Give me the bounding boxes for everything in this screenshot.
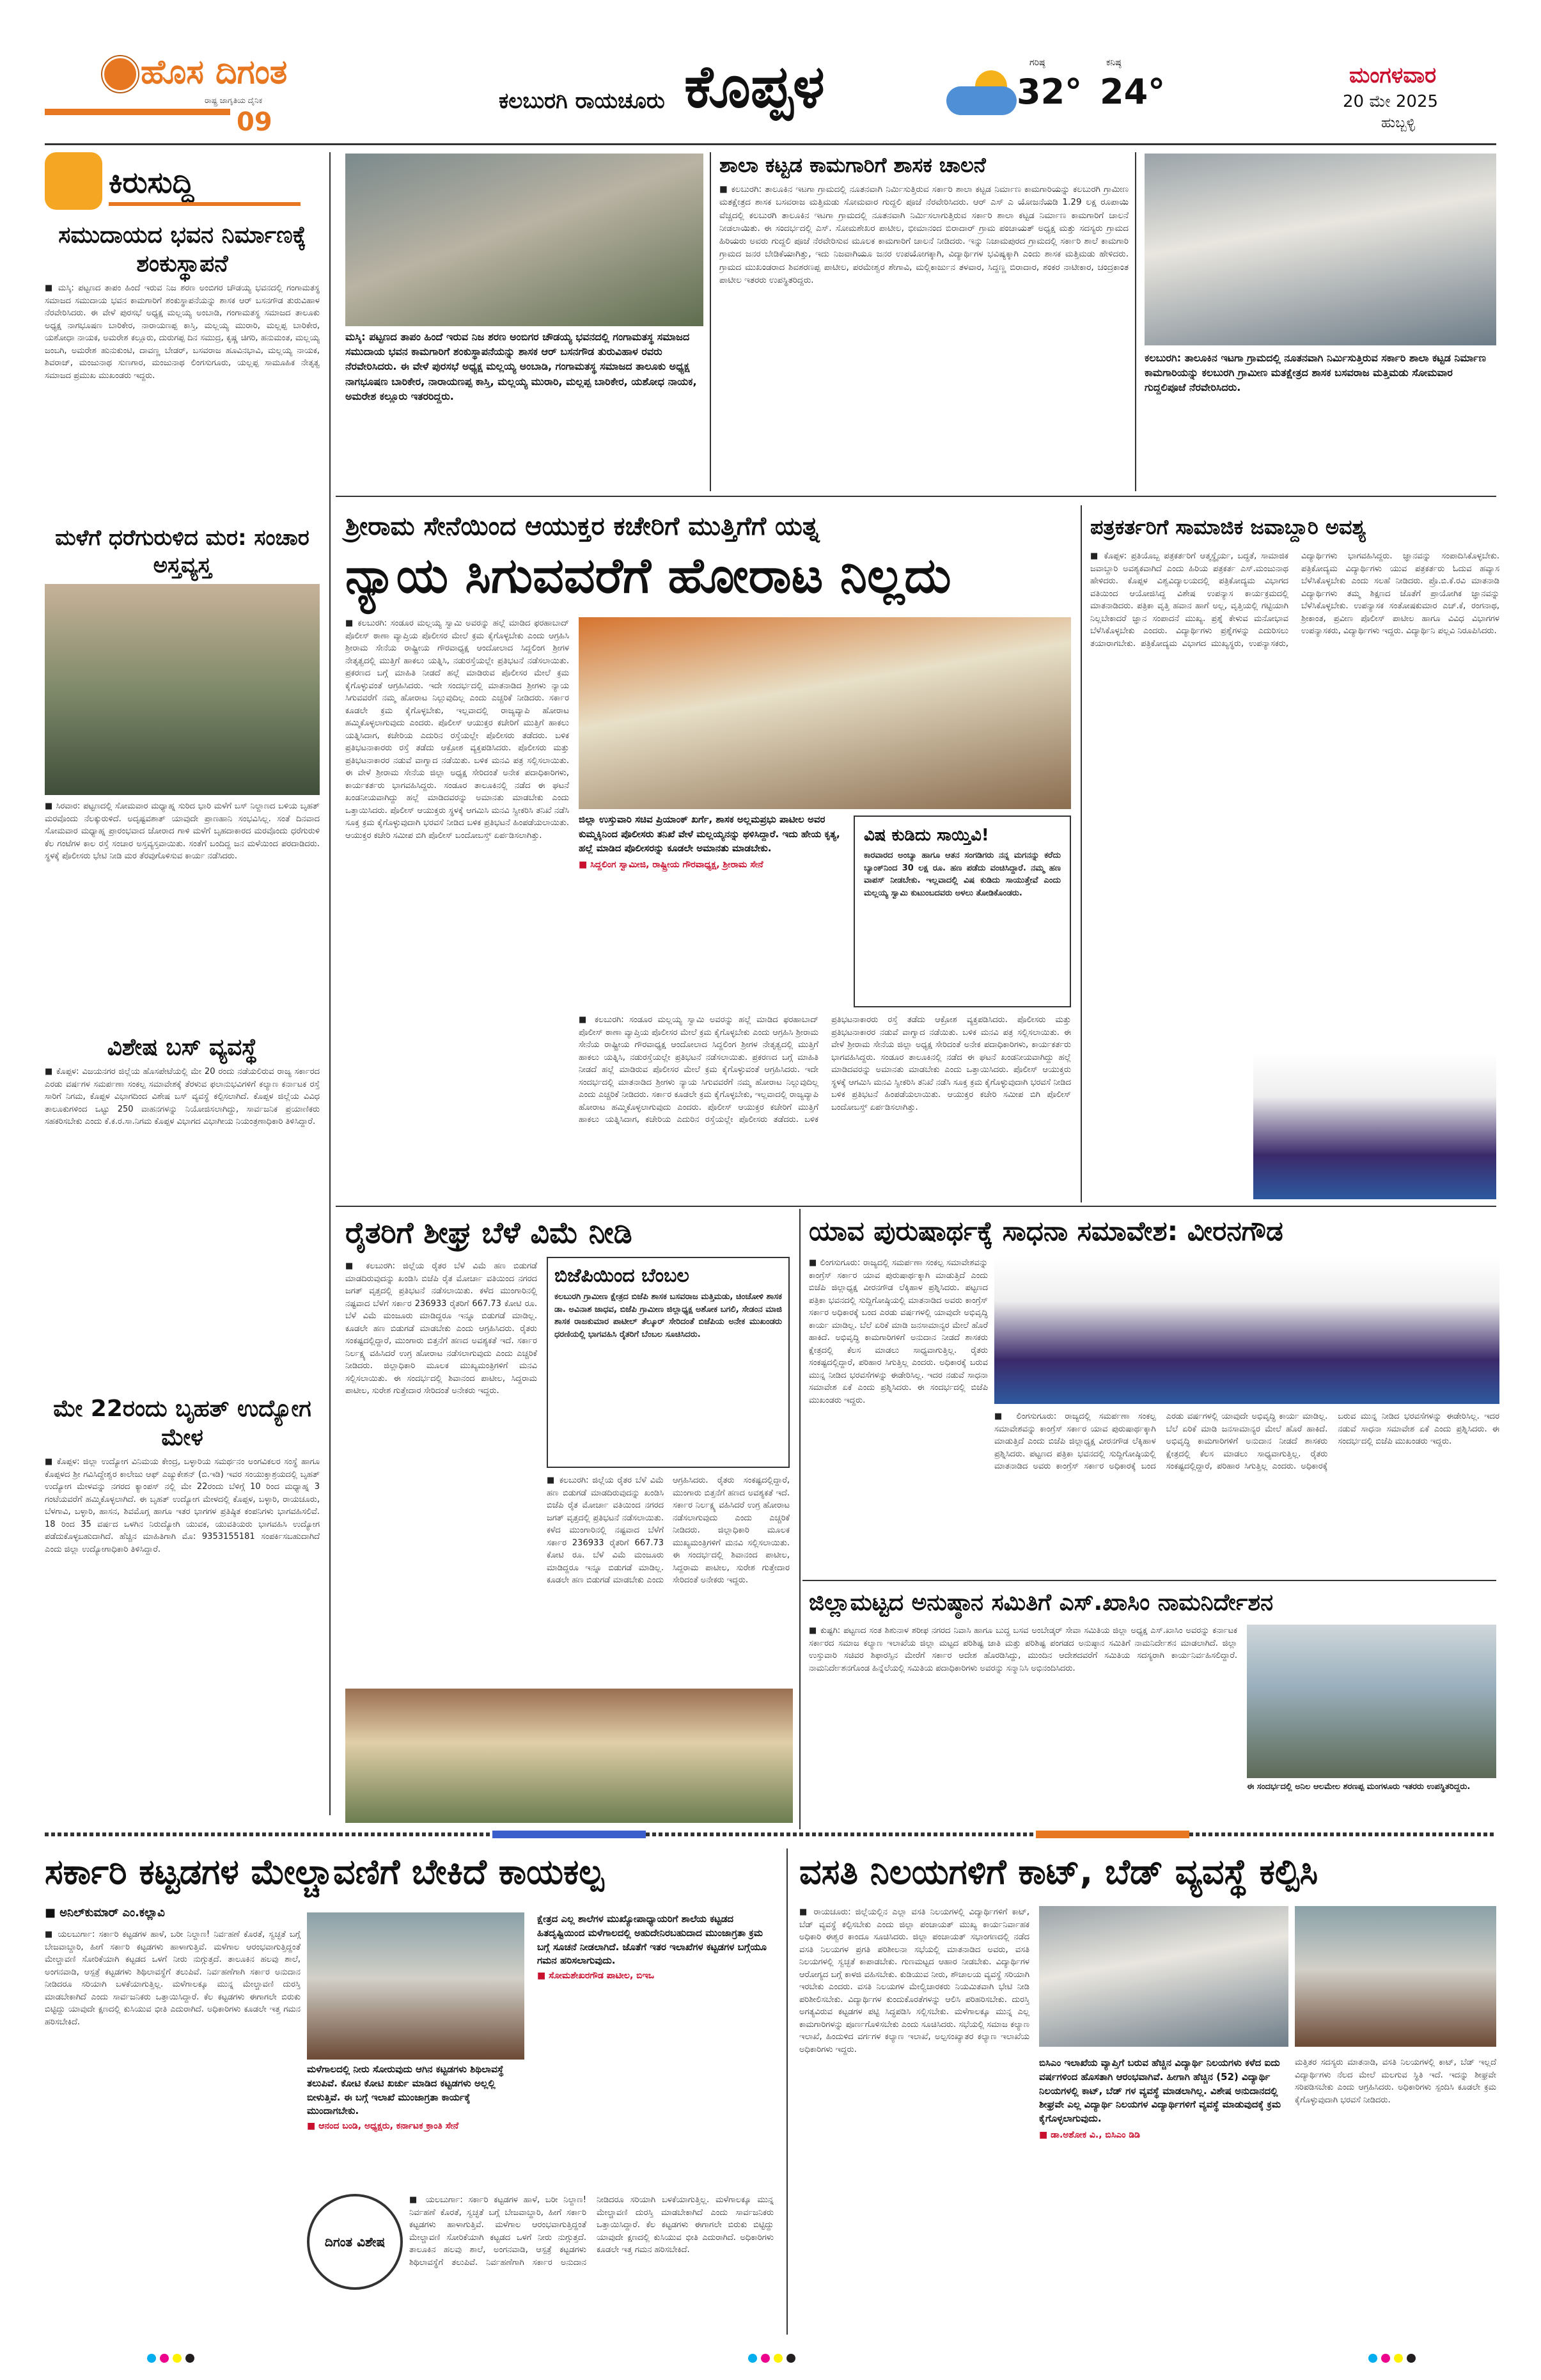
lead-kicker: ಶ್ರೀರಾಮ ಸೇನೆಯಿಂದ ಆಯುಕ್ತರ ಕಚೇರಿಗೆ ಮುತ್ತಿಗೆಗೆ ಯತ್ನ — [345, 512, 820, 541]
bjp-box — [547, 1257, 790, 1468]
print-marks-left — [147, 2354, 194, 2363]
logo-block — [45, 45, 313, 141]
press-title: ಪತ್ರಕರ್ತರಿಗೆ ಸಾಮಾಜಿಕ ಜವಾಬ್ದಾರಿ ಅವಶ್ಯ — [1090, 515, 1366, 539]
pull-text: ಬಿಸಿಎಂ ಇಲಾಖೆಯ ವ್ಯಾಪ್ತಿಗೆ ಬರುವ ಹೆಚ್ಚಿನ ವಿದ್ಯಾರ್ಥಿ ನಿಲಯಗಳು ಕಳೆದ ಐದು ವರ್ಷಗಳಿಂದ ಹೊಸತಾಗಿ ಆರಂಭವಾಗಿವೆ. ಹೀಗಾಗಿ ಹೆಚ್ಚಿನ (52) ವಿದ್ಯಾರ್ಥಿ ನಿಲಯಗಳಲ್ಲಿ ಕಾಟ್, ಬೆಡ್ ಗಳ ವ್ಯವಸ್ಥೆ ಮಾಡಲಾಗಿಲ್ಲ. ವಿಶೇಷ ಅನುದಾನದಲ್ಲಿ ಶೀಘ್ರವೇ ಎಲ್ಲ ವಿದ್ಯಾರ್ಥಿ ನಿಲಯಗಳ ವಿದ್ಯಾರ್ಥಿಗಳಿಗೆ ವ್ಯವಸ್ಥೆ ಮಾಡುವುದಕ್ಕೆ ಕ್ರಮ ಕೈಗೊಳ್ಳಲಾಗುವುದು. — [1039, 2057, 1281, 2124]
bjp-box-body: ಕಲಬುರಗಿ ಗ್ರಾಮೀಣ ಕ್ಷೇತ್ರದ ಬಿಜೆಪಿ ಶಾಸಕ ಬಸವರಾಜ ಮತ್ತಿಮಡು, ಚಿಂಚೋಳಿ ಶಾಸಕ ಡಾ. ಅವಿನಾಶ ಜಾಧವ, ಬಿಜೆಪಿ ಗ್ರಾಮೀಣ ಜಿಲ್ಲಾಧ್ಯಕ್ಷ ಅಶೋಕ ಬಗಲಿ, ಸೇಡಂನ ಮಾಜಿ ಶಾಸಕ ರಾಜಕುಮಾರ ಪಾಟೀಲ್ ತೆಲ್ಕೂರ್ ಸೇರಿದಂತೆ ಬಿಜೆಪಿಯ ಅನೇಕ ಮುಖಂಡರು ಧರಣಿಯಲ್ಲಿ ಭಾಗವಹಿಸಿ ರೈತರಿಗೆ ಬೆಂಬಲ ಸೂಚಿಸಿದರು. — [554, 1292, 782, 1339]
roof-byline: ■ ಅನಿಲ್‌ಕುಮಾರ್ ಎಂ.ಕಲ್ಲಾವಿ — [45, 1906, 165, 1919]
temp-min: 24° — [1100, 72, 1166, 112]
header-date: 20 ಮೇ 2025 — [1343, 92, 1439, 111]
hostel-photo-2 — [1295, 1906, 1496, 2047]
samavesha-body-2: ■ ಲಿಂಗಸುಗೂರು: ರಾಜ್ಯದಲ್ಲಿ ಸಮರ್ಪಣಾ ಸಂಕಲ್ಪ ಸಮಾವೇಶವನ್ನು ಕಾಂಗ್ರೆಸ್ ಸರ್ಕಾರ ಯಾವ ಪುರುಷಾರ್ಥಕ್ಕಾಗಿ ಮಾಡುತ್ತಿದೆ ಎಂದು ಬಿಜೆಪಿ ಜಿಲ್ಲಾಧ್ಯಕ್ಷ ವೀರನಗೌಡ ಲೆಕ್ಕಿಹಾಳ ಪ್ರಶ್ನಿಸಿದರು. ಪಟ್ಟಣದ ಪತ್ರಿಕಾ ಭವನದಲ್ಲಿ ಸುದ್ದಿಗೋಷ್ಠಿಯಲ್ಲಿ ಮಾತನಾಡಿದ ಅವರು ಕಾಂಗ್ರೆಸ್ ಸರ್ಕಾರ ಅಧಿಕಾರಕ್ಕೆ ಬಂದ ಎರಡು ವರ್ಷಗಳಲ್ಲಿ ಯಾವುದೇ ಅಭಿವೃದ್ಧಿ ಕಾರ್ಯ ಮಾಡಿಲ್ಲ. ಬೆಲೆ ಏರಿಕೆ ಮಾಡಿ ಜನಸಾಮಾನ್ಯರ ಮೇಲೆ ಹೊರೆ ಹಾಕಿದೆ. ಅಭಿವೃದ್ಧಿ ಕಾಮಗಾರಿಗಳಿಗೆ ಅನುದಾನ ನೀಡದೆ ಶಾಸಕರು ಕ್ಷೇತ್ರದಲ್ಲಿ ಕೆಲಸ ಮಾಡಲು ಸಾಧ್ಯವಾಗುತ್ತಿಲ್ಲ. ರೈತರು ಸಂಕಷ್ಟದಲ್ಲಿದ್ದಾರೆ, ಪರಿಹಾರ ಸಿಗುತ್ತಿಲ್ಲ ಎಂದರು. ಅಧಿಕಾರಕ್ಕೆ ಬರುವ ಮುನ್ನ ನೀಡಿದ ಭರವಸೆಗಳನ್ನು ಈಡೇರಿಸಿಲ್ಲ. ಇದರ ನಡುವೆ ಸಾಧನಾ ಸಮಾವೇಶ ಏಕೆ ಎಂದು ಪ್ರಶ್ನಿಸಿದರು. ಈ ಸಂದರ್ಭದಲ್ಲಿ ಬಿಜೆಪಿ ಮುಖಂಡರು ಇದ್ದರು. — [994, 1412, 1499, 1471]
pull-byline: ■ ಆನಂದ ಬಂಡಿ, ಅಧ್ಯಕ್ಷರು, ಕರ್ನಾಟಕ ಕ್ರಾಂತಿ ಸೇನೆ — [307, 2121, 459, 2131]
hostel-title: ವಸತಿ ನಿಲಯಗಳಿಗೆ ಕಾಟ್, ಬೆಡ್ ವ್ಯವಸ್ಥೆ ಕಲ್ಪಿಸಿ — [799, 1852, 1318, 1892]
brief-body: ■ ಮಸ್ಕಿ: ಪಟ್ಟಣದ ತಾಪಂ ಹಿಂದೆ ಇರುವ ನಿಜ ಶರಣ ಅಂಬಿಗರ ಚೌಡಯ್ಯ ಭವನದಲ್ಲಿ ಗಂಗಾಮತಸ್ಥ ಸಮಾಜದ ಸಮುದಾಯ ಭವನ ಕಾಮಗಾರಿಗೆ ಶಂಕುಸ್ಥಾಪನೆಯನ್ನು ಶಾಸಕ ಆರ್ ಬಸನಗೌಡ ತುರುವಿಹಾಳ ನೆರವೇರಿಸಿದರು. ಈ ವೇಳೆ ಪುರಸಭೆ ಅಧ್ಯಕ್ಷ ಮಲ್ಲಯ್ಯ ಅಂಬಾಡಿ, ಗಂಗಾಮತಸ್ಥ ಸಮಾಜದ ತಾಲೂಕು ಅಧ್ಯಕ್ಷ ನಾಗಭೂಷಣ ಬಾರಿಕೇರ, ನಾರಾಯಣಪ್ಪ ಕಾಸ್ತಿ, ಮಲ್ಲಯ್ಯ ಮುರಾರಿ, ಮಲ್ಲಪ್ಪ ಬಾರಿಕೇರ, ಯಶೋಧಾ ನಾಯಕ, ಅಮರೇಶ ಕಲ್ಲೂರು, ದುರುಗಪ್ಪ ದಿನ ಸಮುದ್ರ, ಕೃಷ್ಣ ಚಿಗರಿ, ಹನುಮಂತ, ಮಲ್ಲಯ್ಯ ಜಂಬಗಿ, ಅಮರೇಶ ಹುನುಕುಂಟಿ, ದಾವಣ್ಣ ಬೇಡರ್, ಬಸವರಾಜ ಹೂವಿನಭಾವಿ, ಮಲ್ಲಯ್ಯ ನಾಯಕ, ಶಿವರಾಜ್, ಮಂಜುನಾಥ ಸುಣಗಾರ, ಮಂಜುನಾಥ ಲಿಂಗಸುಗೂರು, ಯಲ್ಲಪ್ಪ ಸಾಮೂಹಿಕ ನೇತೃತ್ವ ಸಮಾಜದ ಪ್ರಮುಖ ಮುಖಂಡರು ಇದ್ದರು. — [45, 283, 320, 381]
hostel-body: ■ ರಾಯಚೂರು: ಜಿಲ್ಲೆಯಲ್ಲಿನ ಎಲ್ಲಾ ವಸತಿ ನಿಲಯಗಳಲ್ಲಿ ವಿದ್ಯಾರ್ಥಿಗಳಿಗೆ ಕಾಟ್, ಬೆಡ್ ವ್ಯವಸ್ಥೆ ಕಲ್ಪಿಸಬೇಕು ಎಂದು ಜಿಲ್ಲಾ ಪಂಚಾಯತ್ ಮುಖ್ಯ ಕಾರ್ಯನಿರ್ವಾಹಕ ಅಧಿಕಾರಿ ಈಶ್ವರ ಕಾಂದೂ ಸೂಚಿಸಿದರು. ಜಿಲ್ಲಾ ಪಂಚಾಯತ್ ಸಭಾಂಗಣದಲ್ಲಿ ನಡೆದ ವಸತಿ ನಿಲಯಗಳ ಪ್ರಗತಿ ಪರಿಶೀಲನಾ ಸಭೆಯಲ್ಲಿ ಮಾತನಾಡಿದ ಅವರು, ವಸತಿ ನಿಲಯಗಳಲ್ಲಿ ಸ್ವಚ್ಛತೆ ಕಾಪಾಡಬೇಕು. ಗುಣಮಟ್ಟದ ಆಹಾರ ನೀಡಬೇಕು. ವಿದ್ಯಾರ್ಥಿಗಳ ಆರೋಗ್ಯದ ಬಗ್ಗೆ ಕಾಳಜಿ ವಹಿಸಬೇಕು. ಕುಡಿಯುವ ನೀರು, ಶೌಚಾಲಯ ವ್ಯವಸ್ಥೆ ಸರಿಯಾಗಿ ಇರಬೇಕು ಎಂದರು. ವಸತಿ ನಿಲಯಗಳ ಮೇಲ್ವಿಚಾರಕರು ನಿಯಮಿತವಾಗಿ ಭೇಟಿ ನೀಡಿ ಪರಿಶೀಲಿಸಬೇಕು. ವಿದ್ಯಾರ್ಥಿಗಳ ಕುಂದುಕೊರತೆಗಳನ್ನು ಆಲಿಸಿ ಪರಿಹರಿಸಬೇಕು. ದುರಸ್ತಿ ಅಗತ್ಯವಿರುವ ಕಟ್ಟಡಗಳ ಪಟ್ಟಿ ಸಿದ್ಧಪಡಿಸಿ ಸಲ್ಲಿಸಬೇಕು. ಮಳೆಗಾಲಕ್ಕೂ ಮುನ್ನ ಎಲ್ಲ ಕಾಮಗಾರಿಗಳನ್ನು ಪೂರ್ಣಗೊಳಿಸಬೇಕು ಎಂದು ಸೂಚಿಸಿದರು. ಸಭೆಯಲ್ಲಿ ಸಮಾಜ ಕಲ್ಯಾಣ ಇಲಾಖೆ, ಹಿಂದುಳಿದ ವರ್ಗಗಳ ಕಲ್ಯಾಣ ಇಲಾಖೆ, ಅಲ್ಪಸಂಖ್ಯಾತರ ಕಲ್ಯಾಣ ಇಲಾಖೆಯ ಅಧಿಕಾರಿಗಳು ಇದ್ದರು. — [799, 1907, 1029, 2054]
poison-box-body: ಕಾರವಾರದ ಅಂಬ್ಯಾ ಹಾಗೂ ಆತನ ಸಂಗಡಿಗರು ನನ್ನ ಮಗನನ್ನು ಕರೆದು ಬ್ಯಾಂಕ್‌ನಿಂದ 30 ಲಕ್ಷ ರೂ. ಹಣ ಪಡೆದು ವಂಚಿಸಿದ್ದಾರೆ. ನಮ್ಮ ಹಣ ವಾಪಸ್ ನೀಡಬೇಕು. ಇಲ್ಲವಾದಲ್ಲಿ ವಿಷ ಕುಡಿದು ಸಾಯುತ್ತೇವೆ ಎಂದು ಮಲ್ಲಯ್ಯ ಸ್ವಾಮಿ ಕುಟುಂಬದವರು ಅಳಲು ತೋಡಿಕೊಂಡರು. — [864, 851, 1061, 898]
finger-icon — [45, 152, 102, 210]
kiru-suddi-label: ಕಿರುಸುದ್ದಿ — [109, 165, 194, 200]
farmer-body-col2: ■ ಕಲಬುರಗಿ: ಜಿಲ್ಲೆಯ ರೈತರ ಬೆಳೆ ವಿಮೆ ಹಣ ಬಿಡುಗಡೆ ಮಾಡದಿರುವುದನ್ನು ಖಂಡಿಸಿ ಬಿಜೆಪಿ ರೈತ ಮೋರ್ಚಾ ವತಿಯಿಂದ ನಗರದ ಜಗತ್ ವೃತ್ತದಲ್ಲಿ ಪ್ರತಿಭಟನೆ ನಡೆಸಲಾಯಿತು. ಕಳೆದ ಮುಂಗಾರಿನಲ್ಲಿ ನಷ್ಟವಾದ ಬೆಳೆಗೆ ಸರ್ಕಾರ 236933 ರೈತರಿಗೆ 667.73 ಕೋಟಿ ರೂ. ಬೆಳೆ ವಿಮೆ ಮಂಜೂರು ಮಾಡಿದ್ದರೂ ಇನ್ನೂ ಬಿಡುಗಡೆ ಮಾಡಿಲ್ಲ. ಕೂಡಲೇ ಹಣ ಬಿಡುಗಡೆ ಮಾಡಬೇಕು ಎಂದು ಆಗ್ರಹಿಸಿದರು. ರೈತರು ಸಂಕಷ್ಟದಲ್ಲಿದ್ದಾರೆ, ಮುಂಗಾರು ಬಿತ್ತನೆಗೆ ಹಣದ ಅವಶ್ಯಕತೆ ಇದೆ. ಸರ್ಕಾರ ನಿರ್ಲಕ್ಷ್ಯ ವಹಿಸಿದರೆ ಉಗ್ರ ಹೋರಾಟ ನಡೆಸಲಾಗುವುದು ಎಂದು ಎಚ್ಚರಿಕೆ ನೀಡಿದರು. ಜಿಲ್ಲಾಧಿಕಾರಿ ಮೂಲಕ ಮುಖ್ಯಮಂತ್ರಿಗಳಿಗೆ ಮನವಿ ಸಲ್ಲಿಸಲಾಯಿತು. ಈ ಸಂದರ್ಭದಲ್ಲಿ ಶಿವಾನಂದ ಪಾಟೀಲ, ಸಿದ್ದರಾಮ ಪಾಟೀಲ, ಸುರೇಶ ಗುತ್ತೇದಾರ ಸೇರಿದಂತೆ ಅನೇಕರು ಇದ್ದರು. — [547, 1476, 790, 1585]
brief-body: ■ ಕೊಪ್ಪಳ: ಜಿಲ್ಲಾ ಉದ್ಯೋಗ ವಿನಿಮಯ ಕೇಂದ್ರ, ಬಳ್ಳಾರಿಯ ಸಮರ್ಥನಂ ಅಂಗವಿಕಲರ ಸಂಸ್ಥೆ ಹಾಗೂ ಕೊಪ್ಪಳದ ಶ್ರೀ ಗವಿಸಿದ್ದೇಶ್ವರ ಕಾಲೇಜು ಆಫ್ ಎಜ್ಯುಕೇಶನ್ (ಬಿ.ಇಡಿ) ಇವರ ಸಂಯುಕ್ತಾಶ್ರಯದಲ್ಲಿ ಬೃಹತ್ ಉದ್ಯೋಗ ಮೇಳವನ್ನು ನಗರದ ಕ್ಯಾಂಪಸ್ ನಲ್ಲಿ ಮೇ 22ರಂದು ಬೆಳಿಗ್ಗೆ 10 ರಿಂದ ಮಧ್ಯಾಹ್ನ 3 ಗಂಟೆಯವರೆಗೆ ಹಮ್ಮಿಕೊಳ್ಳಲಾಗಿದೆ. ಈ ಬೃಹತ್ ಉದ್ಯೋಗ ಮೇಳದಲ್ಲಿ ಕೊಪ್ಪಳ, ಬಳ್ಳಾರಿ, ರಾಯಚೂರು, ಬೆಳಗಾವಿ, ಬಳ್ಳಾರಿ, ಹಾಸನ, ಶಿವಮೊಗ್ಗ ಹಾಗೂ ಇತರ ಭಾಗಗಳ ಪ್ರತಿಷ್ಠಿತ ಕಂಪನಿಗಳು ಭಾಗವಹಿಸಲಿವೆ. 18 ರಿಂದ 35 ವರ್ಷದ ಒಳಗಿನ ನಿರುದ್ಯೋಗಿ ಯುವಕ, ಯುವತಿಯರು ಭಾಗವಹಿಸಿ ಉದ್ಯೋಗ ಪಡೆದುಕೊಳ್ಳಬಹುದಾಗಿದೆ. ಹೆಚ್ಚಿನ ಮಾಹಿತಿಗಾಗಿ ಮೊ: 9353155181 ಸಂಪರ್ಕಿಸಬಹುದಾಗಿದೆ ಎಂದು ಜಿಲ್ಲಾ ಉದ್ಯೋಗಾಧಿಕಾರಿ ತಿಳಿಸಿದ್ದಾರೆ. — [45, 1457, 320, 1554]
farmer-photo — [345, 1689, 793, 1823]
logo-tag: ರಾಷ್ಟ್ರ ಜಾಗೃತಿಯ ದೈನಿಕ — [205, 96, 263, 105]
brief-body: ■ ಸಿರವಾರ: ಪಟ್ಟಣದಲ್ಲಿ ಸೋಮವಾರ ಮಧ್ಯಾಹ್ನ ಸುರಿದ ಭಾರಿ ಮಳೆಗೆ ಬಸ್ ನಿಲ್ದಾಣದ ಬಳಿಯ ಬೃಹತ್ ಮರವೊಂದು ನೆಲಕ್ಕುರುಳಿದೆ. ಅದೃಷ್ಟವಶಾತ್ ಯಾವುದೇ ಪ್ರಾಣಹಾನಿ ಸಂಭವಿಸಿಲ್ಲ. ಸಂತೆ ದಿನವಾದ ಸೋಮವಾರ ಮಧ್ಯಾಹ್ನ ಪ್ರಾರಂಭವಾದ ಜೋರಾದ ಗಾಳಿ ಮಳೆಗೆ ಬೃಹದಾಕಾರದ ಮರವೊಂದು ಧರೆಗುರುಳಿ ಕೆಲ ಗಂಟೆಗಳ ಕಾಲ ರಸ್ತೆ ಸಂಚಾರ ಅಸ್ತವ್ಯಸ್ತವಾಯಿತು. ಸಂತೆಗೆ ಬಂದಿದ್ದ ಜನ ಮಳೆಯಿಂದ ಪರದಾಡಿದರು. ಸ್ಥಳಕ್ಕೆ ಪೊಲೀಸರು ಭೇಟಿ ನೀಡಿ ಮರ ತೆರವುಗೊಳಿಸುವ ಕಾರ್ಯ ನಡೆಸಿದರು. — [45, 801, 320, 861]
lead-body-col3: ■ ಕಲಬುರಗಿ: ಸಂಡೂರ ಮಲ್ಲಯ್ಯ ಸ್ವಾಮಿ ಅವರನ್ನು ಹಲ್ಲೆ ಮಾಡಿದ ಫರಹಾಬಾದ್ ಪೊಲೀಸ್ ಠಾಣಾ ವ್ಯಾಪ್ತಿಯ ಪೊಲೀಸರ ಮೇಲೆ ಕ್ರಮ ಕೈಗೊಳ್ಳಬೇಕು ಎಂದು ಆಗ್ರಹಿಸಿ ಶ್ರೀರಾಮ ಸೇನೆಯ ರಾಷ್ಟ್ರೀಯ ಗೌರವಾಧ್ಯಕ್ಷ ಆಂದೋಲಾದ ಸಿದ್ದಲಿಂಗ ಶ್ರೀಗಳ ನೇತೃತ್ವದಲ್ಲಿ ಮುತ್ತಿಗೆ ಹಾಕಲು ಯತ್ನಿಸಿ, ನಡುರಸ್ತೆಯಲ್ಲೇ ಪ್ರತಿಭಟನೆ ನಡೆಸಲಾಯಿತು. ಪ್ರಕರಣದ ಬಗ್ಗೆ ಮಾಹಿತಿ ನೀಡದೆ ಹಲ್ಲೆ ಮಾಡಿರುವ ಪೊಲೀಸರ ಮೇಲೆ ಕ್ರಮ ಕೈಗೊಳ್ಳುವಂತೆ ಆಗ್ರಹಿಸಿದರು. ಇದೇ ಸಂದರ್ಭದಲ್ಲಿ ಮಾತನಾಡಿದ ಶ್ರೀಗಳು ನ್ಯಾಯ ಸಿಗುವವರೆಗೆ ನಮ್ಮ ಹೋರಾಟ ನಿಲ್ಲುವುದಿಲ್ಲ ಎಂದು ಎಚ್ಚರಿಕೆ ನೀಡಿದರು. ಸರ್ಕಾರ ಕೂಡಲೇ ಕ್ರಮ ಕೈಗೊಳ್ಳಬೇಕು, ಇಲ್ಲವಾದಲ್ಲಿ ರಾಜ್ಯವ್ಯಾಪಿ ಹೋರಾಟ ಹಮ್ಮಿಕೊಳ್ಳಲಾಗುವುದು ಎಂದರು. ಪೊಲೀಸ್ ಆಯುಕ್ತರ ಕಚೇರಿಗೆ ಮುತ್ತಿಗೆ ಹಾಕಲು ಯತ್ನಿಸಿದಾಗ, ಕಚೇರಿಯ ಎದುರಿನ ರಸ್ತೆಯಲ್ಲೇ ಪೊಲೀಸರು ತಡೆದರು. ಬಳಿಕ ಪ್ರತಿಭಟನಾಕಾರರು ರಸ್ತೆ ತಡೆದು ಆಕ್ರೋಶ ವ್ಯಕ್ತಪಡಿಸಿದರು. ಪೊಲೀಸರು ಮತ್ತು ಪ್ರತಿಭಟನಾಕಾರರ ನಡುವೆ ವಾಗ್ವಾದ ನಡೆಯಿತು. ಬಳಿಕ ಮನವಿ ಪತ್ರ ಸಲ್ಲಿಸಲಾಯಿತು. ಈ ವೇಳೆ ಶ್ರೀರಾಮ ಸೇನೆಯ ಜಿಲ್ಲಾ ಅಧ್ಯಕ್ಷ ಸೇರಿದಂತೆ ಅನೇಕ ಪದಾಧಿಕಾರಿಗಳು, ಕಾರ್ಯಕರ್ತರು ಭಾಗವಹಿಸಿದ್ದರು. ಸಂಡೂರ ತಾಲೂಕಿನಲ್ಲಿ ನಡೆದ ಈ ಘಟನೆ ಖಂಡನೀಯವಾಗಿದ್ದು ಹಲ್ಲೆ ಮಾಡಿದವರನ್ನು ಅಮಾನತು ಮಾಡಬೇಕು ಎಂದು ಒತ್ತಾಯಿಸಿದರು. ಪೊಲೀಸ್ ಆಯುಕ್ತರು ಸ್ಥಳಕ್ಕೆ ಆಗಮಿಸಿ ಮನವಿ ಸ್ವೀಕರಿಸಿ ತನಿಖೆ ನಡೆಸಿ ಸೂಕ್ತ ಕ್ರಮ ಕೈಗೊಳ್ಳುವುದಾಗಿ ಭರವಸೆ ನೀಡಿದ ಬಳಿಕ ಪ್ರತಿಭಟನೆ ಹಿಂಪಡೆಯಲಾಯಿತು. ಆಯುಕ್ತರ ಕಚೇರಿ ಸಮೀಪ ಬಿಗಿ ಪೊಲೀಸ್ ಬಂದೋಬಸ್ತ್ ಏರ್ಪಡಿಸಲಾಗಿತ್ತು. — [579, 1015, 1071, 1124]
weather-cloud-icon — [946, 70, 1017, 115]
temp-max: 32° — [1017, 72, 1083, 112]
brief-job-fair — [45, 1394, 320, 1810]
brief-title: ಮೇ 22ರಂದು ಬೃಹತ್ ಉದ್ಯೋಗ ಮೇಳ — [53, 1396, 311, 1451]
city-name: ಕೊಪ್ಪಳ — [684, 52, 825, 121]
school-story — [719, 152, 1129, 491]
brief-body: ■ ಕೊಪ್ಪಳ: ವಿಜಯನಗರ ಜಿಲ್ಲೆಯ ಹೊಸಪೇಟೆಯಲ್ಲಿ ಮೇ 20 ರಂದು ನಡೆಯಲಿರುವ ರಾಜ್ಯ ಸರ್ಕಾರದ ಎರಡು ವರ್ಷಗಳ ಸಮರ್ಪಣಾ ಸಂಕಲ್ಪ ಸಮಾವೇಶಕ್ಕೆ ತೆರಳುವ ಫಲಾನುಭವಿಗಳಿಗೆ ಕಲ್ಯಾಣ ಕರ್ನಾಟಕ ರಸ್ತೆ ಸಾರಿಗೆ ನಿಗಮ, ಕೊಪ್ಪಳ ವಿಭಾಗದಿಂದ ವಿಶೇಷ ಬಸ್ ವ್ಯವಸ್ಥೆ ಕಲ್ಪಿಸಲಾಗಿದೆ. ಕೊಪ್ಪಳ ಜಿಲ್ಲೆಯ ವಿವಿಧ ತಾಲೂಕುಗಳಿಂದ ಒಟ್ಟು 250 ವಾಹನಗಳನ್ನು ನಿಯೋಜಿಸಲಾಗಿದ್ದು, ಸಾರ್ವಜನಿಕ ಪ್ರಯಾಣಿಕರು ಸಹಕರಿಸಬೇಕು ಎಂದು ಕೆ.ಕ.ರ.ಸಾ.ನಿಗಮ ಕೊಪ್ಪಳ ವಿಭಾಗದ ವಿಭಾಗೀಯ ನಿಯಂತ್ರಣಾಧಿಕಾರಿ ತಿಳಿಸಿದ್ದಾರೆ. — [45, 1067, 320, 1126]
school-caption: ಕಲಬುರಗಿ: ತಾಲೂಕಿನ ಇಟಗಾ ಗ್ರಾಮದಲ್ಲಿ ನೂತನವಾಗಿ ನಿರ್ಮಿಸುತ್ತಿರುವ ಸರ್ಕಾರಿ ಶಾಲಾ ಕಟ್ಟಡ ನಿರ್ಮಾಣ ಕಾಮಗಾರಿಯನ್ನು ಕಲಬುರಗಿ ಗ್ರಾಮೀಣ ಮತಕ್ಷೇತ್ರದ ಶಾಸಕ ಬಸವರಾಜ ಮತ್ತಿಮಡು ಸೋಮವಾರ ಗುದ್ದಲಿಪೂಜೆ ನೆರವೇರಿಸಿದರು. — [1145, 352, 1486, 394]
poison-box — [854, 816, 1071, 1007]
samavesha-title: ಯಾವ ಪುರುಷಾರ್ಥಕ್ಕೆ ಸಾಧನಾ ಸಮಾವೇಶ: ವೀರನಗೌಡ — [809, 1215, 1283, 1247]
pull-byline: ■ ಸೋಮಶೇಖರಗೌಡ ಪಾಟೀಲ, ಬಿಇಒ — [537, 1971, 655, 1981]
samavesha-body: ■ ಲಿಂಗಸುಗೂರು: ರಾಜ್ಯದಲ್ಲಿ ಸಮರ್ಪಣಾ ಸಂಕಲ್ಪ ಸಮಾವೇಶವನ್ನು ಕಾಂಗ್ರೆಸ್ ಸರ್ಕಾರ ಯಾವ ಪುರುಷಾರ್ಥಕ್ಕಾಗಿ ಮಾಡುತ್ತಿದೆ ಎಂದು ಬಿಜೆಪಿ ಜಿಲ್ಲಾಧ್ಯಕ್ಷ ವೀರನಗೌಡ ಲೆಕ್ಕಿಹಾಳ ಪ್ರಶ್ನಿಸಿದರು. ಪಟ್ಟಣದ ಪತ್ರಿಕಾ ಭವನದಲ್ಲಿ ಸುದ್ದಿಗೋಷ್ಠಿಯಲ್ಲಿ ಮಾತನಾಡಿದ ಅವರು ಕಾಂಗ್ರೆಸ್ ಸರ್ಕಾರ ಅಧಿಕಾರಕ್ಕೆ ಬಂದ ಎರಡು ವರ್ಷಗಳಲ್ಲಿ ಯಾವುದೇ ಅಭಿವೃದ್ಧಿ ಕಾರ್ಯ ಮಾಡಿಲ್ಲ. ಬೆಲೆ ಏರಿಕೆ ಮಾಡಿ ಜನಸಾಮಾನ್ಯರ ಮೇಲೆ ಹೊರೆ ಹಾಕಿದೆ. ಅಭಿವೃದ್ಧಿ ಕಾಮಗಾರಿಗಳಿಗೆ ಅನುದಾನ ನೀಡದೆ ಶಾಸಕರು ಕ್ಷೇತ್ರದಲ್ಲಿ ಕೆಲಸ ಮಾಡಲು ಸಾಧ್ಯವಾಗುತ್ತಿಲ್ಲ. ರೈತರು ಸಂಕಷ್ಟದಲ್ಲಿದ್ದಾರೆ, ಪರಿಹಾರ ಸಿಗುತ್ತಿಲ್ಲ ಎಂದರು. ಅಧಿಕಾರಕ್ಕೆ ಬರುವ ಮುನ್ನ ನೀಡಿದ ಭರವಸೆಗಳನ್ನು ಈಡೇರಿಸಿಲ್ಲ. ಇದರ ನಡುವೆ ಸಾಧನಾ ಸಮಾವೇಶ ಏಕೆ ಎಂದು ಪ್ರಶ್ನಿಸಿದರು. ಈ ಸಂದರ್ಭದಲ್ಲಿ ಬಿಜೆಪಿ ಮುಖಂಡರು ಇದ್ದರು. — [809, 1258, 988, 1405]
poison-box-title: ವಿಷ ಕುಡಿದು ಸಾಯ್ತಿವಿ! — [864, 826, 989, 845]
print-marks-center — [748, 2354, 795, 2363]
lead-quote — [579, 812, 847, 1004]
pull-text: ಮಳೆಗಾಲದಲ್ಲಿ ನೀರು ಸೋರುವುದು ಆಗಿನ ಕಟ್ಟಡಗಳು ಶಿಥಿಲಾವಸ್ಥೆ ತಲುಪಿವೆ. ಕೋಟಿ ಕೋಟಿ ಖರ್ಚು ಮಾಡಿದ ಕಟ್ಟಡಗಳು ಅಲ್ಲಲ್ಲಿ ಬೀಳುತ್ತಿವೆ. ಈ ಬಗ್ಗೆ ಇಲಾಖೆ ಮುಂಜಾಗ್ರತಾ ಕಾರ್ಯಕ್ಕೆ ಮುಂದಾಗಬೇಕು. — [307, 2063, 504, 2117]
press-photo — [1253, 1052, 1496, 1199]
temp-min-label: ಕನಿಷ್ಠ — [1106, 58, 1122, 68]
maski-caption: ಮಸ್ಕಿ: ಪಟ್ಟಣದ ತಾಪಂ ಹಿಂದೆ ಇರುವ ನಿಜ ಶರಣ ಅಂಬಿಗರ ಚೌಡಯ್ಯ ಭವನದಲ್ಲಿ ಗಂಗಾಮತಸ್ಥ ಸಮಾಜದ ಸಮುದಾಯ ಭವನ ಕಾಮಗಾರಿಗೆ ಶಂಕುಸ್ಥಾಪನೆಯನ್ನು ಶಾಸಕ ಆರ್ ಬಸನಗೌಡ ತುರುವಿಹಾಳ ರವರು ನೆರವೇರಿಸಿದರು. ಈ ವೇಳೆ ಪುರಸಭೆ ಅಧ್ಯಕ್ಷ ಮಲ್ಲಯ್ಯ ಅಂಬಾಡಿ, ಗಂಗಾಮತಸ್ಥ ಸಮಾಜದ ತಾಲೂಕು ಅಧ್ಯಕ್ಷ ನಾಗಭೂಷಣ ಬಾರಿಕೇರ, ನಾರಾಯಣಪ್ಪ ಕಾಸ್ತಿ, ಮಲ್ಲಯ್ಯ ಮುರಾರಿ, ಮಲ್ಲಪ್ಪ ಬಾರಿಕೇರ, ಯಶೋಧ ನಾಯಕ, ಅಮರೇಶ ಕಲ್ಲೂರು ಇತರರಿದ್ದರು. — [345, 331, 697, 402]
brief-special-bus — [45, 1033, 320, 1391]
school-title: ಶಾಲಾ ಕಟ್ಟಡ ಕಾಮಗಾರಿಗೆ ಶಾಸಕ ಚಾಲನೆ — [719, 153, 986, 177]
samavesha-photo — [994, 1257, 1499, 1404]
header-place: ಹುಬ್ಬಳ್ಳಿ — [1381, 115, 1416, 131]
pull-byline: ■ ಡಾ.ಅಶೋಕ ವಿ., ಬಿಸಿಎಂ ಡಿಡಿ — [1039, 2129, 1140, 2140]
hostel-tail: ಮತ್ತಿತರ ಸದಸ್ಯರು ಮಾತನಾಡಿ, ವಸತಿ ನಿಲಯಗಳಲ್ಲಿ ಕಾಟ್, ಬೆಡ್ ಇಲ್ಲದೆ ವಿದ್ಯಾರ್ಥಿಗಳು ನೆಲದ ಮೇಲೆ ಮಲಗುವ ಸ್ಥಿತಿ ಇದೆ. ಇದನ್ನು ಶೀಘ್ರವೇ ಸರಿಪಡಿಸಬೇಕು ಎಂದು ಆಗ್ರಹಿಸಿದರು. ಅಧಿಕಾರಿಗಳು ಸ್ಪಂದಿಸಿ ಕೂಡಲೇ ಕ್ರಮ ಕೈಗೊಳ್ಳುವುದಾಗಿ ಭರವಸೆ ನೀಡಿದರು. — [1295, 2058, 1496, 2105]
brief-community-hall — [45, 221, 320, 521]
brief-title: ಮಳೆಗೆ ಧರೆಗುರುಳಿದ ಮರ: ಸಂಚಾರ ಅಸ್ತವ್ಯಸ್ತ — [55, 525, 309, 578]
region-name: ಕಲಬುರಗಿ ರಾಯಚೂರು — [499, 88, 665, 114]
brief-tree-fall — [45, 524, 320, 1030]
logo-icon — [102, 56, 138, 92]
jilla-title: ಜಿಲ್ಲಾಮಟ್ಟದ ಅನುಷ್ಠಾನ ಸಮಿತಿಗೆ ಎಸ್.ಖಾಸಿಂ ನಾಮನಿರ್ದೇಶನ — [809, 1589, 1274, 1616]
kiru-suddi-badge — [45, 152, 313, 213]
badge-label: ದಿಗಂತ ವಿಶೇಷ — [324, 2234, 386, 2250]
tree-photo — [45, 584, 320, 795]
page-number: 09 — [237, 107, 272, 137]
roof-pull-1 — [307, 2063, 524, 2191]
pull-text: ಕ್ಷೇತ್ರದ ಎಲ್ಲ ಶಾಲೆಗಳ ಮುಖ್ಯೋಪಾಧ್ಯಾಯರಿಗೆ ಶಾಲೆಯ ಕಟ್ಟಡದ ಹಿತದೃಷ್ಟಿಯಿಂದ ಮಳೆಗಾಲದಲ್ಲಿ ಅಹುದೇನಿರಬಹುದಾದ ಮುಂಜಾಗ್ರತಾ ಕ್ರಮ ಬಗ್ಗೆ ಸೂಚನೆ ನೀಡಲಾಗಿದೆ. ಜೊತೆಗೆ ಇತರ ಇಲಾಖೆಗಳ ಕಟ್ಟಡಗಳ ಬಗ್ಗೆಯೂ ಗಮನ ಹರಿಸಲಾಗುವುದು. — [537, 1913, 767, 1967]
school-photo — [1145, 154, 1496, 345]
logo-text: ಹೊಸ ದಿಗಂತ — [141, 52, 288, 91]
roof-title: ಸರ್ಕಾರಿ ಕಟ್ಟಡಗಳ ಮೇಲ್ಚಾವಣಿಗೆ ಬೇಕಿದೆ ಕಾಯಕಲ್ಪ — [45, 1852, 604, 1892]
temp-max-label: ಗರಿಷ್ಠ — [1029, 58, 1045, 68]
hostel-photo-1 — [1039, 1906, 1288, 2047]
brief-title: ಸಮುದಾಯದ ಭವನ ನಿರ್ಮಾಣಕ್ಕೆ ಶಂಕುಸ್ಥಾಪನೆ — [58, 222, 306, 277]
school-body: ■ ಕಲಬುರಗಿ: ತಾಲೂಕಿನ ಇಟಗಾ ಗ್ರಾಮದಲ್ಲಿ ನೂತನವಾಗಿ ನಿರ್ಮಿಸುತ್ತಿರುವ ಸರ್ಕಾರಿ ಶಾಲಾ ಕಟ್ಟಡ ನಿರ್ಮಾಣ ಕಾಮಗಾರಿಯನ್ನು ಕಲಬುರಗಿ ಗ್ರಾಮೀಣ ಮತಕ್ಷೇತ್ರದ ಶಾಸಕ ಬಸವರಾಜ ಮತ್ತಿಮಡು ಸೋಮವಾರ ಗುದ್ದಲಿ ಪೂಜೆ ನೆರವೇರಿಸಿದರು. ಆರ್ ಎಸ್ ಎ ಯೋಜನೆಯಡಿ 1.29 ಲಕ್ಷ ರೂಪಾಯಿ ವೆಚ್ಚದಲ್ಲಿ ಕಲಬುರಗಿ ತಾಲೂಕಿನ ಇಟಗಾ ಗ್ರಾಮದಲ್ಲಿ ನೂತನವಾಗಿ ನಿರ್ಮಿಸಲಾಗುತ್ತಿರುವ ಸರ್ಕಾರಿ ಶಾಲಾ ಕಟ್ಟಡ ನಿರ್ಮಾಣ ಕಾಮಗಾರಿಗೆ ಚಾಲನೆ ನೀಡಲಾಯಿತು. ಈ ಸಂದರ್ಭದಲ್ಲಿ ಎಸ್. ಸೋಮಶೇಖರ ಪಾಟೀಲ, ಭೀಮಾನಂದ ಬಿರಾದಾರ್ ಗ್ರಾಮ ಪಂಚಾಯತ್ ಅಧ್ಯಕ್ಷ ಮತ್ತು ಸದಸ್ಯರು ಗ್ರಾಮದ ಹಿರಿಯರು ಅವರು ಗುದ್ದಲಿ ಪೂಜೆ ನೆರವೇರಿಸುವ ಮೂಲಕ ಕಾಮಗಾರಿಗೆ ಚಾಲನೆ ನೀಡಿದರು. ಇನ್ನು ನಿಜಾಮಪುರದ ಗ್ರಾಮದಲ್ಲಿ ಸರ್ಕಾರಿ ಶಾಲೆ ಕಾಮಗಾರಿ ಗ್ರಾಮದ ಜನರ ಬೇಡಿಕೆಯಾಗಿತ್ತು, ಇದು ನಿಜವಾಗಿಯೂ ಜನರ ಉಪಯೋಗಕ್ಕಾಗಿ, ವಿದ್ಯಾರ್ಥಿಗಳ ಭವಿಷ್ಯಕ್ಕಾಗಿ ಎಂದು ಶಾಸಕ ಮತ್ತಿಮಡು ಹೇಳಿದರು. ಗ್ರಾಮದ ಮುಖಂಡರಾದ ಶಿವಶರಣಪ್ಪ ಪಾಟೀಲ, ಪರಮೇಶ್ವರ ಶೇಗಾವಿ, ಮಲ್ಲಿಕಾರ್ಜುನ ತಳವಾರ, ಸಿದ್ದಣ್ಣ ಬಿರಾದಾರ, ಶಂಕರ ನಾಟೀಕಾರ, ಚಂದ್ರಕಾಂತ ಪಾಟೀಲ ಇತರರು ಉಪಸ್ಥಿತರಿದ್ದರು. — [719, 184, 1129, 285]
lead-body-col1: ■ ಕಲಬುರಗಿ: ಸಂಡೂರ ಮಲ್ಲಯ್ಯ ಸ್ವಾಮಿ ಅವರನ್ನು ಹಲ್ಲೆ ಮಾಡಿದ ಫರಹಾಬಾದ್ ಪೊಲೀಸ್ ಠಾಣಾ ವ್ಯಾಪ್ತಿಯ ಪೊಲೀಸರ ಮೇಲೆ ಕ್ರಮ ಕೈಗೊಳ್ಳಬೇಕು ಎಂದು ಆಗ್ರಹಿಸಿ ಶ್ರೀರಾಮ ಸೇನೆಯ ರಾಷ್ಟ್ರೀಯ ಗೌರವಾಧ್ಯಕ್ಷ ಆಂದೋಲಾದ ಸಿದ್ದಲಿಂಗ ಶ್ರೀಗಳ ನೇತೃತ್ವದಲ್ಲಿ ಮುತ್ತಿಗೆ ಹಾಕಲು ಯತ್ನಿಸಿ, ನಡುರಸ್ತೆಯಲ್ಲೇ ಪ್ರತಿಭಟನೆ ನಡೆಸಲಾಯಿತು. ಪ್ರಕರಣದ ಬಗ್ಗೆ ಮಾಹಿತಿ ನೀಡದೆ ಹಲ್ಲೆ ಮಾಡಿರುವ ಪೊಲೀಸರ ಮೇಲೆ ಕ್ರಮ ಕೈಗೊಳ್ಳುವಂತೆ ಆಗ್ರಹಿಸಿದರು. ಇದೇ ಸಂದರ್ಭದಲ್ಲಿ ಮಾತನಾಡಿದ ಶ್ರೀಗಳು ನ್ಯಾಯ ಸಿಗುವವರೆಗೆ ನಮ್ಮ ಹೋರಾಟ ನಿಲ್ಲುವುದಿಲ್ಲ ಎಂದು ಎಚ್ಚರಿಕೆ ನೀಡಿದರು. ಸರ್ಕಾರ ಕೂಡಲೇ ಕ್ರಮ ಕೈಗೊಳ್ಳಬೇಕು, ಇಲ್ಲವಾದಲ್ಲಿ ರಾಜ್ಯವ್ಯಾಪಿ ಹೋರಾಟ ಹಮ್ಮಿಕೊಳ್ಳಲಾಗುವುದು ಎಂದರು. ಪೊಲೀಸ್ ಆಯುಕ್ತರ ಕಚೇರಿಗೆ ಮುತ್ತಿಗೆ ಹಾಕಲು ಯತ್ನಿಸಿದಾಗ, ಕಚೇರಿಯ ಎದುರಿನ ರಸ್ತೆಯಲ್ಲೇ ಪೊಲೀಸರು ತಡೆದರು. ಬಳಿಕ ಪ್ರತಿಭಟನಾಕಾರರು ರಸ್ತೆ ತಡೆದು ಆಕ್ರೋಶ ವ್ಯಕ್ತಪಡಿಸಿದರು. ಪೊಲೀಸರು ಮತ್ತು ಪ್ರತಿಭಟನಾಕಾರರ ನಡುವೆ ವಾಗ್ವಾದ ನಡೆಯಿತು. ಬಳಿಕ ಮನವಿ ಪತ್ರ ಸಲ್ಲಿಸಲಾಯಿತು. ಈ ವೇಳೆ ಶ್ರೀರಾಮ ಸೇನೆಯ ಜಿಲ್ಲಾ ಅಧ್ಯಕ್ಷ ಸೇರಿದಂತೆ ಅನೇಕ ಪದಾಧಿಕಾರಿಗಳು, ಕಾರ್ಯಕರ್ತರು ಭಾಗವಹಿಸಿದ್ದರು. ಸಂಡೂರ ತಾಲೂಕಿನಲ್ಲಿ ನಡೆದ ಈ ಘಟನೆ ಖಂಡನೀಯವಾಗಿದ್ದು ಹಲ್ಲೆ ಮಾಡಿದವರನ್ನು ಅಮಾನತು ಮಾಡಬೇಕು ಎಂದು ಒತ್ತಾಯಿಸಿದರು. ಪೊಲೀಸ್ ಆಯುಕ್ತರು ಸ್ಥಳಕ್ಕೆ ಆಗಮಿಸಿ ಮನವಿ ಸ್ವೀಕರಿಸಿ ತನಿಖೆ ನಡೆಸಿ ಸೂಕ್ತ ಕ್ರಮ ಕೈಗೊಳ್ಳುವುದಾಗಿ ಭರವಸೆ ನೀಡಿದ ಬಳಿಕ ಪ್ರತಿಭಟನೆ ಹಿಂಪಡೆಯಲಾಯಿತು. ಆಯುಕ್ತರ ಕಚೇರಿ ಸಮೀಪ ಬಿಗಿ ಪೊಲೀಸ್ ಬಂದೋಬಸ್ತ್ ಏರ್ಪಡಿಸಲಾಗಿತ್ತು. — [345, 619, 569, 840]
protest-photo — [579, 617, 1071, 809]
press-body: ■ ಕೊಪ್ಪಳ: ಪ್ರತಿಯೊಬ್ಬ ಪತ್ರಕರ್ತರಿಗೆ ಆತ್ಮಸ್ಥೈರ್ಯ, ಬದ್ಧತೆ, ಸಾಮಾಜಿಕ ಜವಾಬ್ದಾರಿ ಅವಶ್ಯಕವಾಗಿದೆ ಎಂದು ಹಿರಿಯ ಪತ್ರಕರ್ತ ಎಸ್.ಮಂಜುನಾಥ ಹೇಳಿದರು. ಕೊಪ್ಪಳ ವಿಶ್ವವಿದ್ಯಾಲಯದಲ್ಲಿ ಪತ್ರಿಕೋದ್ಯಮ ವಿಭಾಗದ ವತಿಯಿಂದ ಆಯೋಜಿಸಿದ್ದ ವಿಶೇಷ ಉಪನ್ಯಾಸ ಕಾರ್ಯಕ್ರಮದಲ್ಲಿ ಮಾತನಾಡಿದರು. ಪತ್ರಿಕಾ ವೃತ್ತಿ ಹವಾನ ಹಾಗೆ ಅಲ್ಲ, ವೃತ್ತಿಯಲ್ಲಿ ಗಟ್ಟಿಯಾಗಿ ನಿಲ್ಲಬೇಕಾದರೆ ಜ್ಞಾನ ಸಂಪಾದನೆ ಮುಖ್ಯ. ಪ್ರಶ್ನೆ ಕೇಳುವ ಮನೋಭಾವ ಬೆಳೆಸಿಕೊಳ್ಳಬೇಕು ಎಂದರು. ವಿದ್ಯಾರ್ಥಿಗಳು ಪ್ರಶ್ನೆಗಳನ್ನು ಎದುರಿಸಲು ತಯಾರಾಗಬೇಕು. ಪತ್ರಿಕೋದ್ಯಮ ವಿಭಾಗದ ಮುಖ್ಯಸ್ಥರು, ಉಪನ್ಯಾಸಕರು, ವಿದ್ಯಾರ್ಥಿಗಳು ಭಾಗವಹಿಸಿದ್ದರು. ಜ್ಞಾನವನ್ನು ಸಂಪಾದಿಸಿಕೊಳ್ಳಬೇಕು. ಪತ್ರಿಕೋದ್ಯಮ ವಿದ್ಯಾರ್ಥಿಗಳು ಯುವ ಪತ್ರಕರ್ತರು ಓದುವ ಹವ್ಯಾಸ ಬೆಳೆಸಿಕೊಳ್ಳಬೇಕು ಎಂದು ಸಲಹೆ ನೀಡಿದರು. ಪ್ರೊ.ಬಿ.ಕೆ.ರವಿ ಮಾತನಾಡಿ ವಿದ್ಯಾರ್ಥಿಗಳು ತಮ್ಮ ಶಿಕ್ಷಣದ ಜೊತೆಗೆ ಪ್ರಾಯೋಗಿಕ ಜ್ಞಾನವನ್ನು ಬೆಳೆಸಿಕೊಳ್ಳಬೇಕು. ಉಪನ್ಯಾಸಕ ಸಂತೋಷಕುಮಾರ ಎಚ್.ಕೆ, ರಂಗನಾಥ, ಶ್ರೀಕಾಂತ, ಪ್ರವೀಣ ಪೊಲೀಸ್ ಪಾಟೀಲ ಹಾಗೂ ವಿವಿಧ ವಿಭಾಗಗಳ ಉಪನ್ಯಾಸಕರು, ವಿದ್ಯಾರ್ಥಿಗಳು ಇದ್ದರು. ವಿದ್ಯಾರ್ಥಿನಿ ಪಲ್ಲವಿ ನಿರೂಪಿಸಿದರು. — [1090, 551, 1499, 649]
print-marks-right — [1368, 2354, 1416, 2363]
jilla-body: ■ ಕುಷ್ಟಗಿ: ಪಟ್ಟಣದ ಸಂತ ಶಿಶುನಾಳ ಶರೀಫ ನಗರದ ನಿವಾಸಿ ಹಾಗೂ ಬುದ್ಧ ಬಸವ ಅಂಬೇಡ್ಕರ್ ಸೇವಾ ಸಮಿತಿಯ ಜಿಲ್ಲಾ ಅಧ್ಯಕ್ಷ ಎಸ್.ಖಾಸಿಂ ಅವರನ್ನು ಕರ್ನಾಟಕ ಸರ್ಕಾರದ ಸಮಾಜ ಕಲ್ಯಾಣ ಇಲಾಖೆಯ ಜಿಲ್ಲಾ ಮಟ್ಟದ ಪರಿಶಿಷ್ಟ ಜಾತಿ ಮತ್ತು ಪರಿಶಿಷ್ಟ ಪಂಗಡದ ಅನುಷ್ಠಾನ ಸಮಿತಿಗೆ ನಾಮನಿರ್ದೇಶನ ಮಾಡಲಾಗಿದೆ. ಜಿಲ್ಲಾ ಉಸ್ತುವಾರಿ ಸಚಿವರ ಶಿಫಾರಸ್ಸಿನ ಮೇರೆಗೆ ಸರ್ಕಾರ ಆದೇಶ ಹೊರಡಿಸಿದ್ದು, ಮುಂದಿನ ಆದೇಶದವರೆಗೆ ಸಮಿತಿಯ ಸದಸ್ಯರಾಗಿ ಕಾರ್ಯನಿರ್ವಹಿಸಲಿದ್ದಾರೆ. ನಾಮನಿರ್ದೇಶನಗೊಂಡ ಹಿನ್ನೆಲೆಯಲ್ಲಿ ಸಮಿತಿಯ ಪದಾಧಿಕಾರಿಗಳು ಅವರನ್ನು ಸನ್ಮಾನಿಸಿ ಅಭಿನಂದಿಸಿದರು. — [809, 1626, 1237, 1673]
hostel-pull — [1039, 2056, 1288, 2328]
roof-pull-2 — [537, 1912, 774, 2111]
roof-body-2: ■ ಯಲಬುರ್ಗಾ: ಸರ್ಕಾರಿ ಕಟ್ಟಡಗಳ ಹಾಳೆ, ಬರೀ ನಿಲ್ದಾಣ! ನಿರ್ವಹಣೆ ಕೊರತೆ, ಸ್ವಚ್ಛತೆ ಬಗ್ಗೆ ಬೇಜವಾಬ್ದಾರಿ, ಹೀಗೆ ಸರ್ಕಾರಿ ಕಟ್ಟಡಗಳು ಹಾಳಾಗುತ್ತಿವೆ. ಮಳೆಗಾಲ ಆರಂಭವಾಗುತ್ತಿದ್ದಂತೆ ಮೇಲ್ಚಾವಣಿ ಸೋರಿಕೆಯಾಗಿ ಕಟ್ಟಡದ ಒಳಗೆ ನೀರು ನುಗ್ಗುತ್ತದೆ. ತಾಲೂಕಿನ ಹಲವು ಶಾಲೆ, ಅಂಗನವಾಡಿ, ಆಸ್ಪತ್ರೆ ಕಟ್ಟಡಗಳು ಶಿಥಿಲಾವಸ್ಥೆಗೆ ತಲುಪಿವೆ. ನಿರ್ವಹಣೆಗಾಗಿ ಸರ್ಕಾರ ಅನುದಾನ ನೀಡಿದರೂ ಸರಿಯಾಗಿ ಬಳಕೆಯಾಗುತ್ತಿಲ್ಲ. ಮಳೆಗಾಲಕ್ಕೂ ಮುನ್ನ ಮೇಲ್ಚಾವಣಿ ದುರಸ್ತಿ ಮಾಡಬೇಕಾಗಿದೆ ಎಂದು ಸಾರ್ವಜನಿಕರು ಒತ್ತಾಯಿಸಿದ್ದಾರೆ. ಕೆಲ ಕಟ್ಟಡಗಳು ಈಗಾಗಲೇ ಬಿರುಕು ಬಿಟ್ಟಿದ್ದು ಯಾವುದೇ ಕ್ಷಣದಲ್ಲಿ ಕುಸಿಯುವ ಭೀತಿ ಎದುರಾಗಿದೆ. ಅಧಿಕಾರಿಗಳು ಕೂಡಲೇ ಇತ್ತ ಗಮನ ಹರಿಸಬೇಕಿದೆ. — [409, 2195, 774, 2267]
farmer-body: ■ ಕಲಬುರಗಿ: ಜಿಲ್ಲೆಯ ರೈತರ ಬೆಳೆ ವಿಮೆ ಹಣ ಬಿಡುಗಡೆ ಮಾಡದಿರುವುದನ್ನು ಖಂಡಿಸಿ ಬಿಜೆಪಿ ರೈತ ಮೋರ್ಚಾ ವತಿಯಿಂದ ನಗರದ ಜಗತ್ ವೃತ್ತದಲ್ಲಿ ಪ್ರತಿಭಟನೆ ನಡೆಸಲಾಯಿತು. ಕಳೆದ ಮುಂಗಾರಿನಲ್ಲಿ ನಷ್ಟವಾದ ಬೆಳೆಗೆ ಸರ್ಕಾರ 236933 ರೈತರಿಗೆ 667.73 ಕೋಟಿ ರೂ. ಬೆಳೆ ವಿಮೆ ಮಂಜೂರು ಮಾಡಿದ್ದರೂ ಇನ್ನೂ ಬಿಡುಗಡೆ ಮಾಡಿಲ್ಲ. ಕೂಡಲೇ ಹಣ ಬಿಡುಗಡೆ ಮಾಡಬೇಕು ಎಂದು ಆಗ್ರಹಿಸಿದರು. ರೈತರು ಸಂಕಷ್ಟದಲ್ಲಿದ್ದಾರೆ, ಮುಂಗಾರು ಬಿತ್ತನೆಗೆ ಹಣದ ಅವಶ್ಯಕತೆ ಇದೆ. ಸರ್ಕಾರ ನಿರ್ಲಕ್ಷ್ಯ ವಹಿಸಿದರೆ ಉಗ್ರ ಹೋರಾಟ ನಡೆಸಲಾಗುವುದು ಎಂದು ಎಚ್ಚರಿಕೆ ನೀಡಿದರು. ಜಿಲ್ಲಾಧಿಕಾರಿ ಮೂಲಕ ಮುಖ್ಯಮಂತ್ರಿಗಳಿಗೆ ಮನವಿ ಸಲ್ಲಿಸಲಾಯಿತು. ಈ ಸಂದರ್ಭದಲ್ಲಿ ಶಿವಾನಂದ ಪಾಟೀಲ, ಸಿದ್ದರಾಮ ಪಾಟೀಲ, ಸುರೇಶ ಗುತ್ತೇದಾರ ಸೇರಿದಂತೆ ಅನೇಕರು ಇದ್ದರು. — [345, 1261, 537, 1396]
roof-photo — [307, 1912, 524, 2060]
masthead — [45, 45, 1496, 141]
roof-body: ■ ಯಲಬುರ್ಗಾ: ಸರ್ಕಾರಿ ಕಟ್ಟಡಗಳ ಹಾಳೆ, ಬರೀ ನಿಲ್ದಾಣ! ನಿರ್ವಹಣೆ ಕೊರತೆ, ಸ್ವಚ್ಛತೆ ಬಗ್ಗೆ ಬೇಜವಾಬ್ದಾರಿ, ಹೀಗೆ ಸರ್ಕಾರಿ ಕಟ್ಟಡಗಳು ಹಾಳಾಗುತ್ತಿವೆ. ಮಳೆಗಾಲ ಆರಂಭವಾಗುತ್ತಿದ್ದಂತೆ ಮೇಲ್ಚಾವಣಿ ಸೋರಿಕೆಯಾಗಿ ಕಟ್ಟಡದ ಒಳಗೆ ನೀರು ನುಗ್ಗುತ್ತದೆ. ತಾಲೂಕಿನ ಹಲವು ಶಾಲೆ, ಅಂಗನವಾಡಿ, ಆಸ್ಪತ್ರೆ ಕಟ್ಟಡಗಳು ಶಿಥಿಲಾವಸ್ಥೆಗೆ ತಲುಪಿವೆ. ನಿರ್ವಹಣೆಗಾಗಿ ಸರ್ಕಾರ ಅನುದಾನ ನೀಡಿದರೂ ಸರಿಯಾಗಿ ಬಳಕೆಯಾಗುತ್ತಿಲ್ಲ. ಮಳೆಗಾಲಕ್ಕೂ ಮುನ್ನ ಮೇಲ್ಚಾವಣಿ ದುರಸ್ತಿ ಮಾಡಬೇಕಾಗಿದೆ ಎಂದು ಸಾರ್ವಜನಿಕರು ಒತ್ತಾಯಿಸಿದ್ದಾರೆ. ಕೆಲ ಕಟ್ಟಡಗಳು ಈಗಾಗಲೇ ಬಿರುಕು ಬಿಟ್ಟಿದ್ದು ಯಾವುದೇ ಕ್ಷಣದಲ್ಲಿ ಕುಸಿಯುವ ಭೀತಿ ಎದುರಾಗಿದೆ. ಅಧಿಕಾರಿಗಳು ಕೂಡಲೇ ಇತ್ತ ಗಮನ ಹರಿಸಬೇಕಿದೆ. — [45, 1930, 301, 2027]
farmer-title: ರೈತರಿಗೆ ಶೀಘ್ರ ಬೆಳೆ ವಿಮೆ ನೀಡಿ — [345, 1215, 632, 1250]
digantha-vishesha-badge — [307, 2194, 403, 2290]
brief-title: ವಿಶೇಷ ಬಸ್ ವ್ಯವಸ್ಥೆ — [107, 1034, 258, 1060]
lead-headline: ನ್ಯಾಯ ಸಿಗುವವರೆಗೆ ಹೋರಾಟ ನಿಲ್ಲದು — [345, 547, 951, 604]
quote-byline: ■ ಸಿದ್ದಲಿಂಗ ಸ್ವಾಮೀಜಿ, ರಾಷ್ಟ್ರೀಯ ಗೌರವಾಧ್ಯಕ್ಷ, ಶ್ರೀರಾಮ ಸೇನೆ — [579, 859, 763, 870]
bjp-box-title: ಬಿಜೆಪಿಯಿಂದ ಬೆಂಬಲ — [554, 1265, 689, 1287]
header-day: ಮಂಗಳವಾರ — [1349, 63, 1437, 88]
maski-photo — [345, 154, 703, 326]
quote-text: ಜಿಲ್ಲಾ ಉಸ್ತುವಾರಿ ಸಚಿವ ಪ್ರಿಯಾಂಕ್ ಖರ್ಗೆ, ಶಾಸಕ ಅಲ್ಲಮಪ್ರಭು ಪಾಟೀಲ ಅವರ ಕುಮ್ಮಕ್ಕಿನಿಂದ ಪೊಲೀಸರು ತನಿಖೆ ವೇಳೆ ಮಲ್ಲಯ್ಯನನ್ನು ಥಳಿಸಿದ್ದಾರೆ. ಇದು ಹೇಯ ಕೃತ್ಯ, ಹಲ್ಲೆ ಮಾಡಿದ ಪೊಲೀಸರನ್ನು ಕೂಡಲೇ ಅಮಾನತು ಮಾಡಬೇಕು. — [579, 814, 840, 854]
jilla-photo — [1247, 1625, 1496, 1778]
jilla-caption: ಈ ಸಂದರ್ಭದಲ್ಲಿ ಅನಿಲ ಆಲಮೇಲ ಶರಣಪ್ಪ ಮಂಗಳೂರು ಇತರರು ಉಪಸ್ಥಿತರಿದ್ದರು. — [1247, 1782, 1471, 1792]
